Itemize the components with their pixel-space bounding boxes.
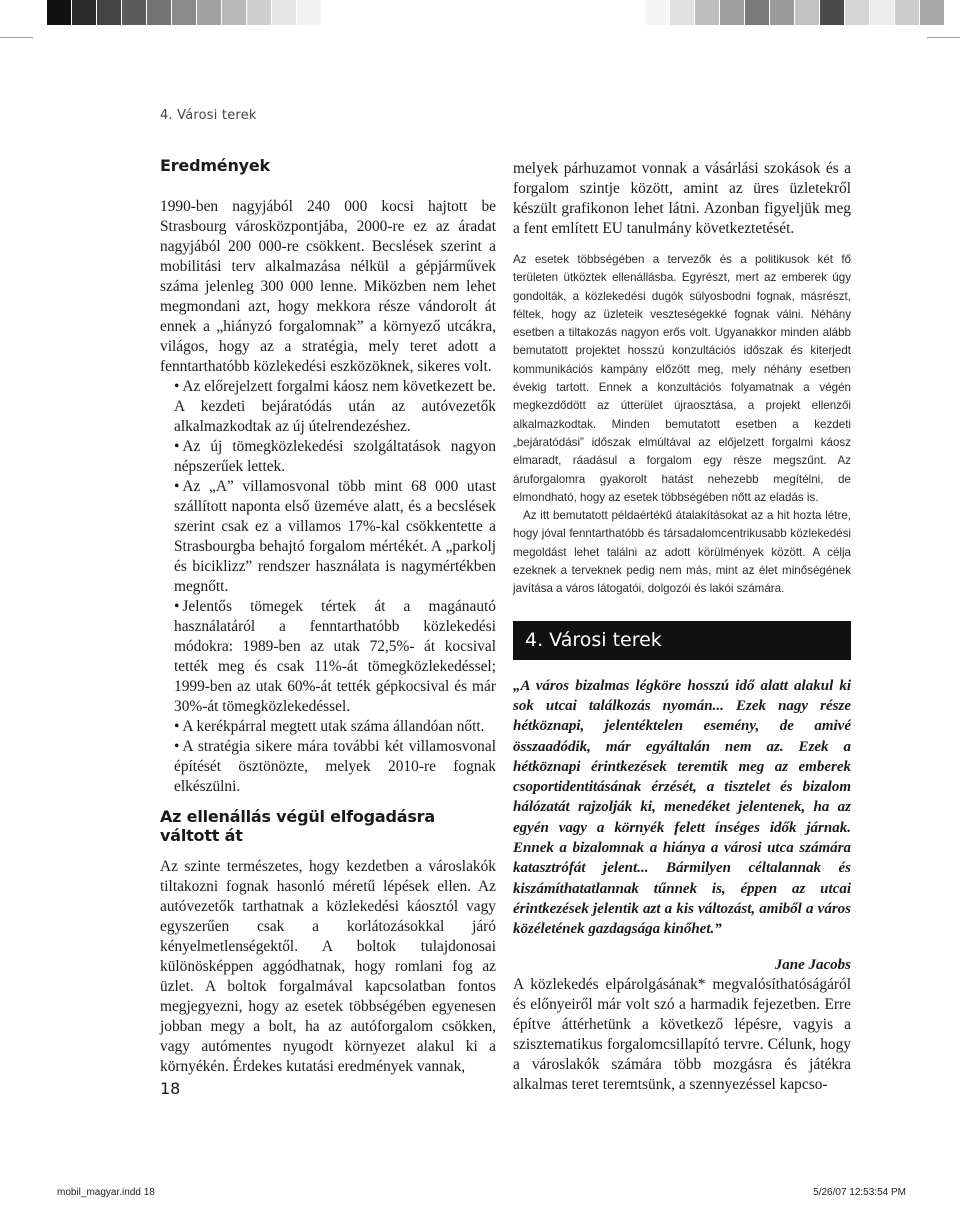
bullet-icon: • bbox=[174, 598, 180, 615]
bullet-icon: • bbox=[174, 718, 180, 735]
color-swatch bbox=[745, 0, 770, 25]
sidebar-text bbox=[513, 251, 851, 599]
bullet-item: • A kerékpárral megtett utak száma állandóan nőtt. bbox=[174, 718, 485, 735]
color-swatch bbox=[845, 0, 870, 25]
bullet-icon: • bbox=[174, 378, 180, 395]
right-column bbox=[513, 159, 851, 1095]
color-swatch bbox=[920, 0, 945, 25]
color-swatch bbox=[670, 0, 695, 25]
color-swatch bbox=[795, 0, 820, 25]
left-column bbox=[160, 156, 496, 1077]
section-heading-resistance: Az ellenállás végül elfogadásra váltott át bbox=[160, 807, 435, 845]
color-swatch bbox=[820, 0, 845, 25]
paragraph-continued: melyek párhuzamot vonnak a vásárlási szokások és a forgalom szintje között, amint az üres üzletekről készült grafikonon lehet látni. Azonban figyeljük meg a fent említett EU tanulmány következtetését. bbox=[513, 160, 851, 237]
color-swatches-left bbox=[47, 0, 322, 25]
color-swatches-right bbox=[645, 0, 945, 25]
color-swatch bbox=[870, 0, 895, 25]
paragraph-after-quote: A közlekedés elpárolgásának* megvalósíthatóságáról és előnyeiről már volt szó a harmadik fejezetben. Erre építve áttérhetünk a következő lépésre, vagyis a szisztematikus forgalomcsillapító tervre. Célunk, hogy a városlakók számára több mozgásra és játékra alkalmas teret teremtsünk, a szennyezéssel kapcso- bbox=[513, 975, 851, 1093]
running-head: 4. Városi terek bbox=[160, 108, 257, 123]
color-swatch bbox=[720, 0, 745, 25]
color-swatch bbox=[645, 0, 670, 25]
color-swatch bbox=[247, 0, 272, 25]
bullet-icon: • bbox=[174, 738, 180, 755]
color-swatch bbox=[770, 0, 795, 25]
bullet-icon: • bbox=[174, 478, 180, 495]
color-swatch bbox=[222, 0, 247, 25]
paragraph-results: 1990-ben nagyjából 240 000 kocsi hajtott be Strasbourg városközpontjába, 2000-re ez az áradat nagyjából 200 000-re csökkent. Becslések szerint a mobilitási terv alkalmazása nélkül a gépjárművek száma jelenleg 300 000 lenne. Miközben nem lehet megmondani azt, hogy mekkora része vándorolt át ennek a „hiányzó forgalomnak” a környező utcákra, világos, hogy az a stratégia, mely teret adott a fenntarthatóbb közlekedési eszközöknek, sikeres volt. bbox=[160, 198, 496, 375]
section-heading-results: Eredmények bbox=[160, 156, 270, 175]
color-swatch bbox=[895, 0, 920, 25]
color-swatch bbox=[147, 0, 172, 25]
crop-mark-left bbox=[0, 37, 33, 38]
color-swatch bbox=[122, 0, 147, 25]
color-swatch bbox=[272, 0, 297, 25]
color-swatch bbox=[97, 0, 122, 25]
sidebar-paragraph-2: Az itt bemutatott példaértékű átalakításokat az a hit hozta létre, hogy jóval fenntarthatóbb és társadalomcentrikusabb közlekedési megoldást lehet találni az adott körülmények között. A célja ezeknek a terveknek pedig nem más, mint az élet minőségének javítása a város látogatói, dolgozói és lakói számára. bbox=[513, 509, 851, 596]
bullet-item: • Jelentős tömegek tértek át a magánautó használatáról a fenntarthatóbb közlekedési módokra: 1989-ben az utak 72,5%- át kocsival tették meg és csak 11%-át tömegközlekedéssel; 1999-ben az utak 60%-át tették gépkocsival és már 30%-át tömegközlekedéssel. bbox=[174, 598, 496, 715]
quote-author: Jane Jacobs bbox=[774, 956, 851, 973]
results-bullet-list bbox=[160, 377, 496, 797]
color-swatch bbox=[172, 0, 197, 25]
page-number: 18 bbox=[160, 1079, 181, 1098]
color-swatch bbox=[297, 0, 322, 25]
color-swatch bbox=[47, 0, 72, 25]
bullet-item: • Az előrejelzett forgalmi káosz nem következett be. A kezdeti bejáratódás után az autóvezetők alkalmazkodtak az új útelrendezéshez. bbox=[174, 378, 496, 435]
sidebar-paragraph-1: Az esetek többségében a tervezők és a politikusok két fő területen ütköztek ellenállásba. Egyrészt, mert az emberek úgy gondolták, a közlekedési dugók súlyosbodni fognak, másrészt, féltek, hogy az üzleteik veszteségekké fognak válni. Néhány esetben a tiltakozás nagyon erős volt. Ugyanakkor minden alább bemutatott projektet hosszú konzultációs időszak és kiterjedt kommunikációs kampány előzött meg, mely néhány esetben évekig tartott. Ennek a konzultációs folyamatnak a végén megkezdődött az útterület újraosztása, a projekt ellenzői alkalmazkodtak. Minden bemutatott esetben a kezdeti „bejáratódási” időszak elmúltával az előjelzett forgalmi káosz elmaradt, ráadásul a forgalom egy része megszűnt. Az áruforgalomra gyakorolt hatást nehezebb megítélni, de elmondható, hogy az esetek többségében nőtt az eladás is. bbox=[513, 253, 851, 504]
color-swatch bbox=[695, 0, 720, 25]
slug-file-info: mobil_magyar.indd 18 bbox=[57, 1187, 155, 1198]
chapter-title-box: 4. Városi terek bbox=[513, 621, 851, 660]
color-swatch bbox=[72, 0, 97, 25]
bullet-item: • Az új tömegközlekedési szolgáltatások nagyon népszerűek lettek. bbox=[174, 438, 496, 475]
quote-text: „A város bizalmas légköre hosszú idő alatt alakul ki sok utcai találkozás nyomán... Ezek nagy része hétköznapi, jelentéktelen esemény, de amivé összaadódik, már egyáltalán nem az. Ezek a hétköznapi érintkezések teremtik meg az emberek csoportidentitásának érzését, a tisztelet és bizalom hálózatát rajzolják ki, menedéket jelentenek, ha az egyén vagy a környék felett ínséges idők járnak. Ennek a bizalomnak a hiánya a városi utca számára katasztrófát jelent... Bármilyen céltalannak és kiszámíthatatlannak tűnnek is, éppen az utcai érintkezések jelentik azt a kis változást, amiből a város közéletének gazdagsága kinőhet.” bbox=[513, 677, 851, 938]
paragraph-resistance: Az szinte természetes, hogy kezdetben a városlakók tiltakozni fognak hasonló méretű lépések ellen. Az autóvezetők tarthatnak a közlekedési káosztól vagy egyszerűen csak a korlátozásokkal járó kényelmetlenségektől. A boltok tulajdonosai különösképpen aggódhatnak, hogy romlani fog az üzlet. A boltok forgalmával kapcsolatban fontos megjegyezni, hogy az esetek többségében egyenesen jobban megy a bolt, ha az autóforgalom csökken, vagy autómentes nyugodt környezet alakul ki a környékén. Érdekes kutatási eredmények vannak, bbox=[160, 858, 496, 1075]
color-swatch bbox=[197, 0, 222, 25]
slug-timestamp: 5/26/07 12:53:54 PM bbox=[813, 1187, 906, 1198]
bullet-item: • A stratégia sikere mára további két villamosvonal építését ösztönözte, melyek 2010-re fognak elkészülni. bbox=[174, 738, 496, 795]
bullet-icon: • bbox=[174, 438, 180, 455]
bullet-item: • Az „A” villamosvonal több mint 68 000 utast szállított naponta első üzeméve alatt, és a becslések szerint csak ez a villamos 17%-kal csökkentette a Strasbourgba behajtó forgalom mértékét. A „parkolj és biciklizz” rendszer használata is nagymértékben megnőtt. bbox=[174, 478, 496, 595]
crop-mark-right bbox=[927, 37, 960, 38]
